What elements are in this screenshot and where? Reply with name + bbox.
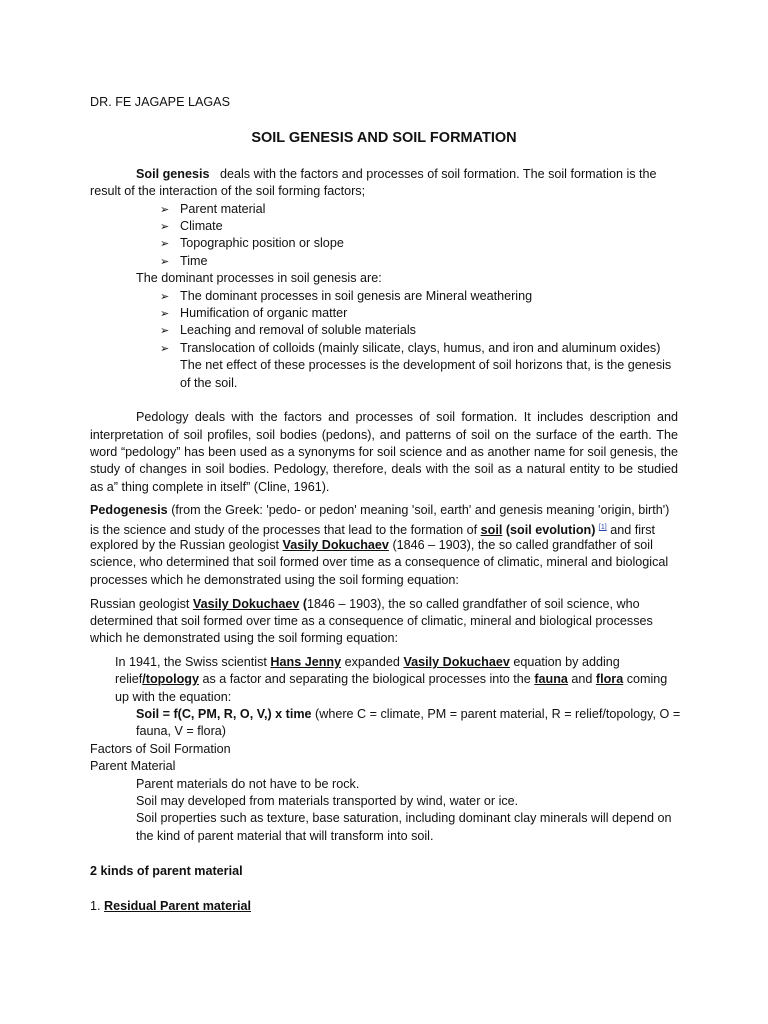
pedogenesis-text: explored by the Russian geologist: [90, 538, 280, 552]
kinds-heading: 2 kinds of parent material: [90, 864, 243, 878]
process-item: [160, 340, 660, 358]
soil-equation: Soil = f(C, PM, R, O, V,) x time: [136, 707, 312, 721]
soil-link[interactable]: soil: [480, 523, 503, 538]
dokuchaev-link[interactable]: Vasily Dokuchaev: [282, 538, 389, 552]
jenny-text: equation by adding: [513, 655, 620, 669]
factor-item: [160, 253, 208, 271]
flora-link[interactable]: flora: [595, 672, 624, 686]
equation-line-1: [136, 706, 680, 723]
pedology-line-2: interpretation of soil profiles, soil bodies (pedons), and patterns of soil on the surface of the earth. The: [90, 428, 678, 442]
parent-line-4: the kind of parent material that will transform into soil.: [136, 829, 434, 843]
soil-genesis-term: Soil genesis: [136, 167, 210, 181]
arrow-bullet-icon: ➢: [160, 204, 170, 216]
russian-line-2: determined that soil formed over time as a consequence of climatic, mineral and biological processes: [90, 614, 653, 628]
dokuchaev-link[interactable]: Vasily Dokuchaev: [192, 597, 300, 611]
document-title: SOIL GENESIS AND SOIL FORMATION: [251, 130, 517, 146]
russian-text: 1846 – 1903), the so called grandfather of soil science, who: [307, 597, 640, 611]
russian-paren: (: [302, 597, 308, 611]
dokuchaev-link[interactable]: Vasily Dokuchaev: [403, 655, 510, 669]
russian-line-3: which he demonstrated using the soil forming equation:: [90, 631, 399, 645]
process-label: Translocation of colloids (mainly silicate, clays, humus, and iron and aluminum oxides): [180, 341, 661, 355]
processes-intro: The dominant processes in soil genesis are:: [136, 271, 382, 285]
net-effect-line-1: The net effect of these processes is the development of soil horizons that, is the genesis: [180, 358, 672, 372]
pedogenesis-text: and first: [610, 523, 656, 538]
factor-item: [160, 201, 265, 219]
pedogenesis-text: (1846 – 1903), the so called grandfather of soil: [392, 538, 653, 552]
factor-item: [160, 218, 223, 236]
process-item: [160, 322, 416, 340]
pedology-line-4: study of changes in soil bodies. Pedology, therefore, deals with the soil as a natural entity to be studied: [90, 462, 678, 476]
factor-label: Time: [180, 254, 208, 268]
arrow-bullet-icon: ➢: [160, 343, 170, 355]
residual-parent-material-link[interactable]: Residual Parent material: [104, 899, 252, 913]
pedogenesis-line-3: [90, 537, 653, 554]
equation-text: (where C = climate, PM = parent material, R = relief/topology, O =: [315, 707, 681, 721]
russian-line-1: [90, 596, 640, 613]
factor-item: [160, 235, 344, 253]
reference-link[interactable]: [1]: [598, 524, 607, 531]
pedology-line-5: as a” thing complete in itself” (Cline, 1961).: [90, 480, 330, 494]
parent-line-2: Soil may developed from materials transported by wind, water or ice.: [136, 794, 519, 808]
process-label: Leaching and removal of soluble materials: [180, 323, 416, 337]
author-line: DR. FE JAGAPE LAGAS: [90, 95, 230, 109]
factor-label: Parent material: [180, 202, 266, 216]
residual-heading: [90, 898, 251, 915]
equation-line-2: fauna, V = flora): [136, 724, 226, 738]
process-item: [160, 305, 347, 323]
russian-text: Russian geologist: [90, 597, 190, 611]
arrow-bullet-icon: ➢: [160, 221, 170, 233]
process-label: The dominant processes in soil genesis are Mineral weathering: [180, 289, 533, 303]
topology-link[interactable]: /topology: [142, 672, 199, 686]
fauna-link[interactable]: fauna: [534, 672, 568, 686]
pedogenesis-line-5: processes which he demonstrated using the soil forming equation:: [90, 573, 459, 587]
arrow-bullet-icon: ➢: [160, 256, 170, 268]
net-effect-line-2: of the soil.: [180, 376, 238, 390]
intro-line-1: [136, 166, 657, 183]
arrow-bullet-icon: ➢: [160, 325, 170, 337]
arrow-bullet-icon: ➢: [160, 308, 170, 320]
arrow-bullet-icon: ➢: [160, 291, 170, 303]
process-label: Humification of organic matter: [180, 306, 348, 320]
pedogenesis-line-1: [90, 502, 669, 519]
parent-material-heading: Parent Material: [90, 759, 176, 773]
pedogenesis-line-4: science, who determined that soil formed over time as a consequence of climatic, mineral and biological: [90, 555, 669, 569]
pedogenesis-text: is the science and study of the processes that lead to the formation of: [90, 523, 478, 538]
jenny-line-3: up with the equation:: [115, 690, 232, 704]
factor-label: Topographic position or slope: [180, 236, 344, 250]
jenny-text: relief: [115, 672, 143, 686]
jenny-text: In 1941, the Swiss scientist: [115, 655, 267, 669]
pedogenesis-term: Pedogenesis: [90, 503, 168, 517]
jenny-text: expanded: [344, 655, 400, 669]
pedology-line-3: word “pedology” has been used as a synonyms for soil science and as another name for soil genesis, the: [90, 445, 678, 459]
factors-heading: Factors of Soil Formation: [90, 742, 231, 756]
factor-label: Climate: [180, 219, 223, 233]
parent-line-1: Parent materials do not have to be rock.: [136, 777, 360, 791]
jenny-line-1: [115, 654, 620, 671]
parent-line-3: Soil properties such as texture, base saturation, including dominant clay minerals will depend on: [136, 811, 672, 825]
pedology-line-1: Pedology deals with the factors and processes of soil formation. It includes description and: [136, 410, 678, 424]
residual-number: 1.: [90, 899, 101, 913]
hans-jenny-link[interactable]: Hans Jenny: [270, 655, 342, 669]
intro-line-2: result of the interaction of the soil forming factors;: [90, 184, 366, 198]
arrow-bullet-icon: ➢: [160, 238, 170, 250]
intro-text: deals with the factors and processes of soil formation. The soil formation is the: [220, 167, 657, 181]
jenny-text: as a factor and separating the biological processes into the: [202, 672, 531, 686]
jenny-text: coming: [626, 672, 668, 686]
soil-evolution-term: (soil evolution): [505, 523, 596, 538]
process-item: [160, 288, 532, 306]
jenny-text: and: [571, 672, 593, 686]
pedogenesis-text: (from the Greek: 'pedo- or pedon' meaning 'soil, earth' and genesis meaning 'origin, birth'): [171, 503, 670, 517]
jenny-line-2: [115, 671, 667, 688]
